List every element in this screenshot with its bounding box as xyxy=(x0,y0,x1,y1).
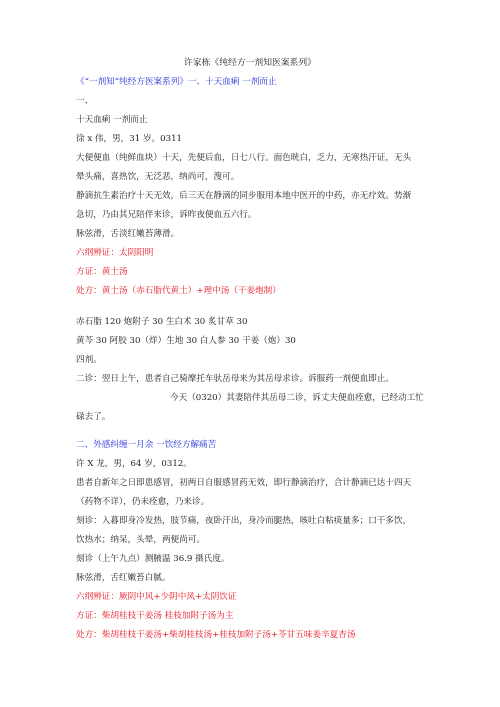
case2-formula-pattern: 方证：柴胡桂枝干姜汤 桂枝加附子汤为主 xyxy=(76,611,234,621)
case1-followup-line1: 二诊：翌日上午，患者自己骑摩托车驮岳母来为其岳母求诊。诉服药一剂便血即止。 xyxy=(76,374,394,384)
case1-dosage: 四剂。 xyxy=(76,355,102,365)
case1-herbs-line2: 黄芩 30 阿胶 30（烊）生地 30 白人参 30 干姜（炮）30 xyxy=(76,336,296,346)
case1-diagnosis: 六纲辨证：太阴阳明 xyxy=(76,248,154,258)
case2-diagnosis: 六纲辨证：厥阴中风+少阴中风+太阴饮证 xyxy=(76,592,237,602)
case1-herbs-line1: 赤石脂 120 炮附子 30 生白术 30 炙甘草 30 xyxy=(76,317,248,327)
case2-pulse-tongue: 脉弦滑，舌红嫩苔白腻。 xyxy=(76,573,171,583)
case1-subtitle: 十天血痢 一剂而止 xyxy=(76,115,148,125)
case1-pulse-tongue: 脉弦滑，舌淡红嫩苔薄滑。 xyxy=(76,229,180,239)
document-title: 许家栋《纯经方一剂知医案系列》 xyxy=(184,58,316,68)
case1-followup-line3: 碌去了。 xyxy=(76,412,111,422)
case1-formula-pattern: 方证：黄土汤 xyxy=(76,267,128,277)
case2-temperature: 刻诊（上午九点）测腋温 36.9 摄氏度。 xyxy=(76,554,230,564)
case2-history-line1: 患者自新年之日即患感冒，初两日自服感冒药无效，即行静滴治疗，合计静滴已达十四天 xyxy=(76,478,412,488)
case1-history-line1: 静滴抗生素治疗十天无效，后三天在静滴的同步服用本地中医开的中药，亦无疗效。势渐 xyxy=(76,191,412,201)
case1-history-line2: 急切，乃由其兄陪伴来诊，诉昨夜便血五六行。 xyxy=(76,210,257,220)
case2-exam-line1: 刻诊：入暮即身冷发热，肢节痛，夜卧汗出，身冷而腿热，咳吐白粘痰量多；口干多饮， xyxy=(76,516,412,526)
case2-heading: 二、外感纠缠一月余 一饮经方解痛苦 xyxy=(76,440,217,450)
case2-prescription: 处方：柴胡桂枝干姜汤+柴胡桂枝汤+桂枝加附子汤+苓甘五味姜辛夏杏汤 xyxy=(76,630,356,640)
case2-exam-line2: 饮热水；纳呆，头晕，两便尚可。 xyxy=(76,535,205,545)
case1-prescription: 处方：黄土汤（赤石脂代黄土）+理中汤（干姜炮制） xyxy=(76,286,281,296)
case1-symptoms-line2: 晕头痛，喜热饮，无泛恶，纳尚可，溲可。 xyxy=(76,172,240,182)
case1-followup-line2: 今天（0320）其妻陪伴其岳母二诊，诉丈夫便血痊愈，已经动工忙 xyxy=(170,393,424,403)
case2-history-line2: （药物不详），仍未痊愈，乃来诊。 xyxy=(76,497,210,507)
case1-symptoms-line1: 大便便血（纯鲜血块）十天，先便后血，日七八行。面色晄白，乏力，无寒热汗证，无头 xyxy=(76,153,412,163)
case1-number: 一、 xyxy=(76,96,94,106)
case2-patient-info: 许 X 龙，男，64 岁，0312。 xyxy=(76,459,192,469)
case1-patient-info: 徐 x 伟，男，31 岁。0311 xyxy=(76,134,183,144)
case1-heading: 《“一剂知”纯经方医案系列》一、十天血痢 一剂而止 xyxy=(76,77,277,87)
